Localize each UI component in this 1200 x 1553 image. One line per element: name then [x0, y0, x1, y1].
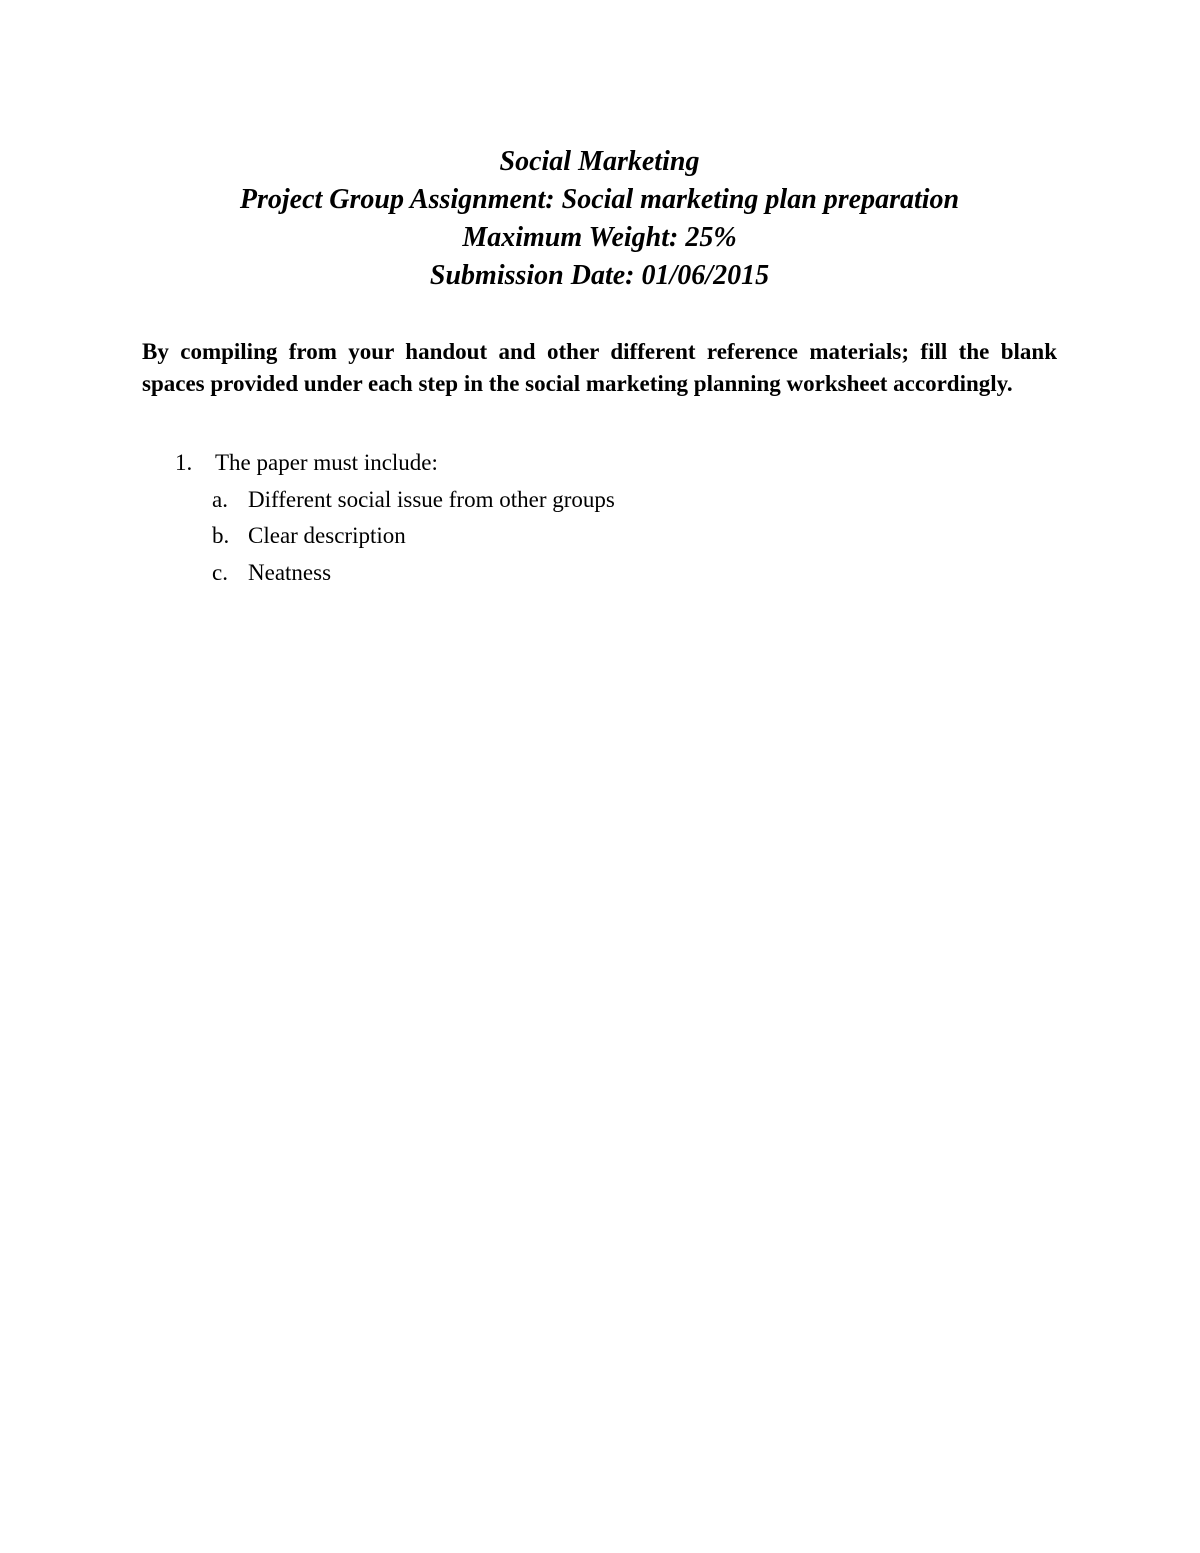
sub-item-letter: c.	[212, 559, 228, 585]
list-item	[175, 445, 1057, 482]
list-item-text: The paper must include:	[215, 450, 438, 475]
title-line-course: Social Marketing	[499, 146, 700, 177]
list-sub-item	[212, 555, 1057, 592]
list-item-number: 1.	[175, 450, 193, 475]
requirements-list	[142, 445, 1057, 591]
title-line-submission-date: Submission Date: 01/06/2015	[429, 260, 770, 291]
page-content	[0, 0, 1200, 591]
title-line-assignment: Project Group Assignment: Social marketing plan preparation	[239, 184, 960, 215]
title-line-weight: Maximum Weight: 25%	[462, 222, 737, 253]
sub-item-letter: b.	[212, 523, 230, 548]
sub-item-letter: a.	[212, 486, 228, 512]
document-title-block	[142, 143, 1057, 295]
sub-item-text: Neatness	[248, 559, 332, 585]
sub-item-text: Clear description	[248, 523, 406, 548]
sub-item-text: Different social issue from other groups	[248, 486, 615, 512]
intro-paragraph: By compiling from your handout and other different reference materials; fill the blank spaces provided under each step in the social marketing planning worksheet accordingly.	[142, 339, 1057, 396]
list-sub-item	[212, 482, 1057, 519]
list-sub-item	[212, 518, 1057, 555]
